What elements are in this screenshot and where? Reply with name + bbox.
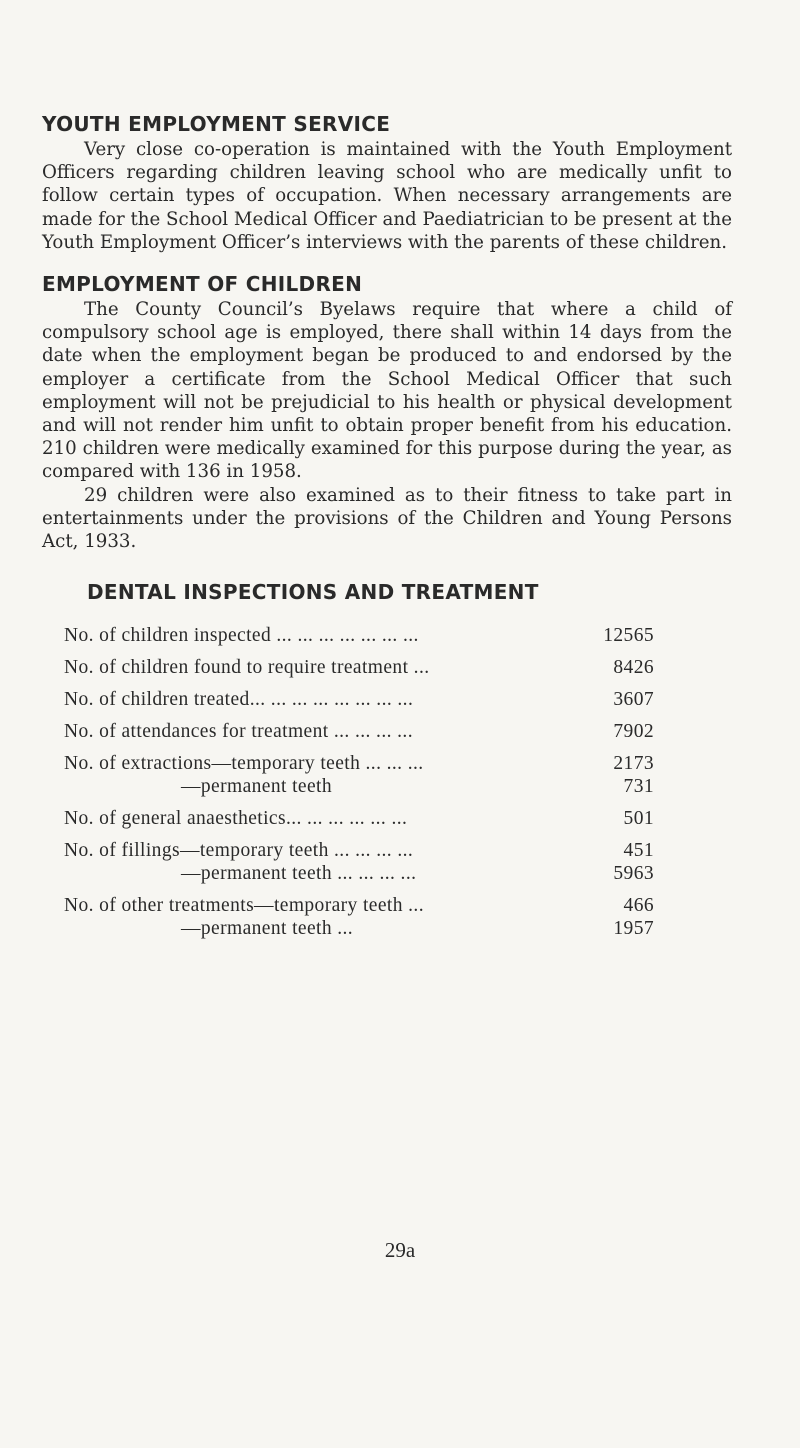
- table-row: [64, 775, 654, 798]
- table-row: [64, 862, 654, 885]
- table-row: [64, 807, 654, 830]
- table-row: [64, 752, 654, 775]
- row-value: 7902: [613, 721, 654, 743]
- row-label: No. of children treated... ... ... ... ... ... ... ...: [64, 689, 414, 711]
- row-label: No. of children inspected ... ... ... ... ... ... ...: [64, 625, 419, 647]
- employment-paragraph-1: The County Council’s Byelaws require that where a child of compulsory school age is employed, there shall within 14 days from the date when the employment began be produced to and endorsed by the employer a certificate from the School Medical Officer that such employment will not be prejudicial to his health or physical development and will not render him unfit to obtain proper benefit from his education. 210 children were medically examined for this purpose during the year, as compared with 136 in 1958.: [42, 299, 732, 483]
- row-label: No. of extractions—temporary teeth ... ... ...: [64, 753, 424, 775]
- table-row: [64, 624, 654, 647]
- page-content: [42, 110, 732, 940]
- table-row: [64, 839, 654, 862]
- row-value: 451: [623, 840, 654, 862]
- youth-employment-paragraph: Very close co-operation is maintained with the Youth Employment Officers regarding children leaving school who are medically unfit to follow certain types of occupation. When necessary arrangements are made for the School Medical Officer and Paediatrician to be present at the Youth Employment Officer’s interviews with the parents of these children.: [42, 139, 732, 253]
- row-label: No. of general anaesthetics... ... ... ... ... ...: [64, 808, 408, 830]
- table-row: [64, 688, 654, 711]
- table-row: [64, 917, 654, 940]
- employment-of-children-heading: EMPLOYMENT OF CHILDREN: [42, 272, 363, 297]
- row-value: 12565: [603, 625, 654, 647]
- row-label: No. of children found to require treatment ...: [64, 657, 430, 679]
- youth-employment-heading: YOUTH EMPLOYMENT SERVICE: [42, 112, 391, 136]
- row-label: —permanent teeth ...: [181, 918, 354, 940]
- table-row: [64, 656, 654, 679]
- dental-statistics-table: [64, 624, 654, 940]
- dental-inspections-heading: DENTAL INSPECTIONS AND TREATMENT: [87, 580, 539, 605]
- row-value: 2173: [613, 753, 654, 775]
- row-label: —permanent teeth ... ... ... ...: [181, 863, 417, 885]
- page-number: 29a: [384, 1238, 416, 1262]
- row-label: —permanent teeth: [181, 776, 332, 798]
- row-label: No. of fillings—temporary teeth ... ... ... ...: [64, 840, 414, 862]
- employment-paragraph-2: 29 children were also examined as to their fitness to take part in entertainments under the provisions of the Children and Young Persons Act, 1933.: [42, 484, 732, 553]
- row-value: 8426: [613, 657, 654, 679]
- row-value: 5963: [613, 863, 654, 885]
- row-value: 501: [623, 808, 654, 830]
- row-value: 3607: [613, 689, 654, 711]
- table-row: [64, 720, 654, 743]
- table-row: [64, 894, 654, 917]
- row-value: 466: [623, 895, 654, 917]
- row-value: 731: [623, 776, 654, 798]
- row-value: 1957: [613, 918, 654, 940]
- row-label: No. of attendances for treatment ... ... ... ...: [64, 721, 413, 743]
- row-label: No. of other treatments—temporary teeth ...: [64, 895, 424, 917]
